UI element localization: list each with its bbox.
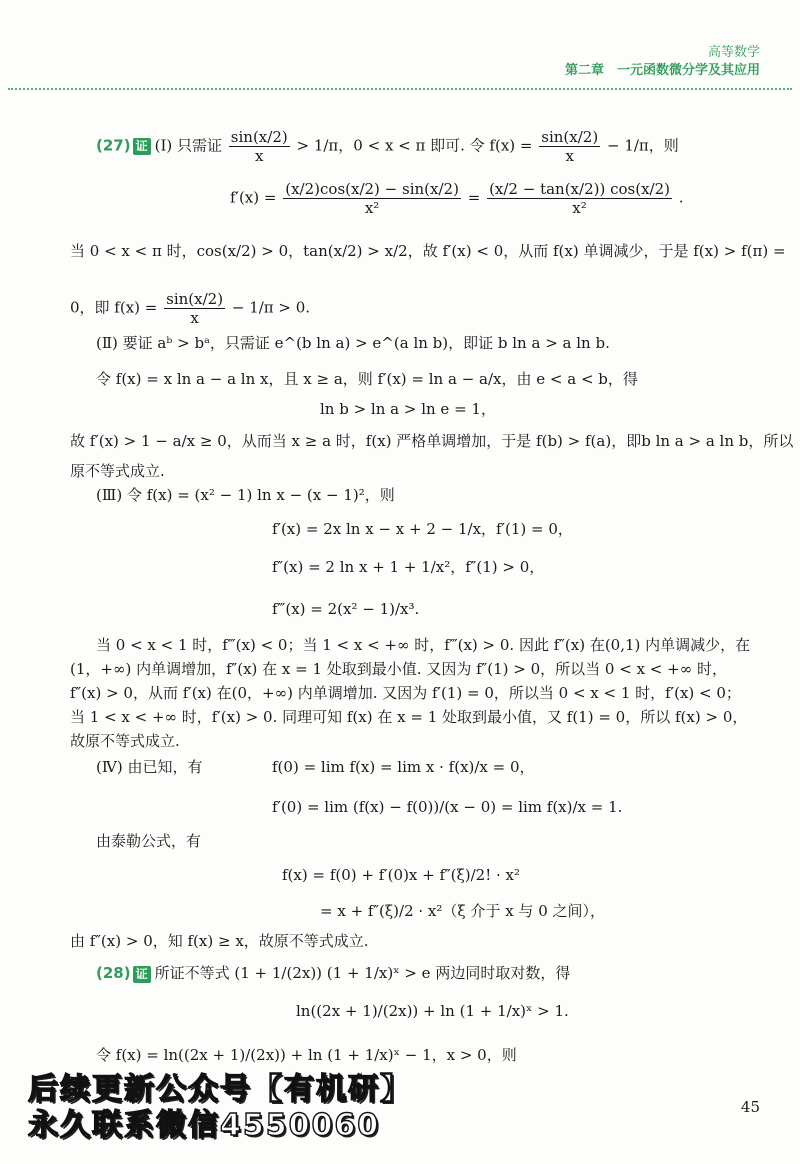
p27-line-16: f″(x) > 0，从而 f′(x) 在(0，+∞) 内单调增加. 又因为 f′(1) = 0，所以当 0 < x < 1 时，f′(x) < 0； (70, 684, 741, 702)
p27-line-20: f′(0) = lim (f(x) − f(0))/(x − 0) = lim f(x)/x = 1. (272, 798, 623, 816)
text: . (678, 188, 684, 207)
p27-line-11: f′(x) = 2x ln x − x + 2 − 1/x，f′(1) = 0， (272, 520, 573, 538)
p27-line-14: 当 0 < x < 1 时，f‴(x) < 0；当 1 < x < +∞ 时，f‴(x) > 0. 因此 f″(x) 在(0,1) 内单调减少，在 (96, 636, 751, 654)
p28-line-1 (96, 962, 570, 984)
book-title: 高等数学 (707, 45, 760, 60)
numerator: sin(x/2) (230, 128, 288, 146)
fraction (164, 290, 225, 327)
text: (Ⅰ) 只需证 (154, 136, 223, 155)
page-number: 45 (740, 1098, 760, 1116)
p27-line-8: 故 f′(x) > 1 − a/x ≥ 0，从而当 x ≥ a 时，f(x) 严格单调增加，于是 f(b) > f(a)，即b ln a > a ln b，所以 (70, 432, 794, 450)
proof-tag: 证 (133, 966, 151, 983)
numerator: sin(x/2) (541, 128, 599, 146)
p27-line-13: f‴(x) = 2(x² − 1)/x³. (272, 600, 420, 618)
proof-tag: 证 (133, 138, 151, 155)
running-header (565, 44, 760, 80)
p27-line-7: ln b > ln a > ln e = 1， (320, 400, 496, 418)
p27-line-17: 当 1 < x < +∞ 时，f′(x) > 0. 同理可知 f(x) 在 x = 1 处取到最小值，又 f(1) = 0，所以 f(x) > 0， (70, 708, 748, 726)
text: − 1/π，则 (606, 136, 679, 155)
p27-line-5: (Ⅱ) 要证 aᵇ > bᵃ，只需证 e^(b ln a) > e^(a ln b)，即证 b ln a > a ln b. (96, 334, 610, 352)
denominator: x (190, 309, 199, 327)
p27-line-22: f(x) = f(0) + f′(0)x + f″(ξ)/2! · x² (282, 866, 521, 884)
text: 所证不等式 (1 + 1/(2x)) (1 + 1/x)ˣ > e 两边同时取对数，得 (154, 964, 571, 982)
p27-line-10: (Ⅲ) 令 f(x) = (x² − 1) ln x − (x − 1)²，则 (96, 486, 395, 504)
text: > 1/π，0 < x < π 即可. 令 f(x) = (296, 136, 533, 155)
text: f′(x) = (230, 188, 277, 207)
p27-line-23: = x + f″(ξ)/2 · x²（ξ 介于 x 与 0 之间）， (320, 902, 606, 920)
p27-derivative (230, 180, 684, 217)
text: 0，即 f(x) = (70, 298, 158, 317)
p27-line-19: f(0) = lim f(x) = lim x · f(x)/x = 0， (272, 758, 535, 776)
problem-number: (28) (96, 964, 131, 982)
p28-line-3: 令 f(x) = ln((2x + 1)/(2x)) + ln (1 + 1/x)ˣ − 1，x > 0，则 (96, 1046, 517, 1064)
watermark-line-2: 永久联系微信4550060 (28, 1108, 381, 1143)
numerator: (x/2)cos(x/2) − sin(x/2) (285, 180, 459, 198)
p27-line-1 (96, 128, 679, 165)
p27-line-21: 由泰勒公式，有 (96, 832, 202, 850)
fraction (229, 128, 290, 165)
p27-line-6: 令 f(x) = x ln a − a ln x，且 x ≥ a，则 f′(x) = ln a − a/x，由 e < a < b，得 (96, 370, 638, 388)
chapter-title: 第二章 一元函数微分学及其应用 (564, 63, 760, 78)
numerator: sin(x/2) (166, 290, 224, 308)
fraction (283, 180, 461, 217)
watermark-line-1: 后续更新公众号【有机研】 (28, 1072, 412, 1107)
p27-line-9: 原不等式成立. (70, 462, 165, 480)
text: = (467, 188, 481, 207)
p27-line-3: 当 0 < x < π 时，cos(x/2) > 0，tan(x/2) > x/2，故 f′(x) < 0，从而 f(x) 单调减少，于是 f(x) > f(π) = (70, 242, 786, 260)
problem-number: (27) (96, 136, 131, 155)
p27-line-15: (1，+∞) 内单调增加，f″(x) 在 x = 1 处取到最小值. 又因为 f″(1) > 0，所以当 0 < x < +∞ 时， (70, 660, 727, 678)
fraction (487, 180, 672, 217)
p27-line-18: 故原不等式成立. (70, 732, 180, 750)
p27-line-4 (70, 290, 310, 327)
denominator: x² (572, 199, 587, 217)
p27-line-19-label: (Ⅳ) 由已知，有 (96, 758, 203, 776)
p27-line-12: f″(x) = 2 ln x + 1 + 1/x²，f″(1) > 0， (272, 558, 545, 576)
p28-line-2: ln((2x + 1)/(2x)) + ln (1 + 1/x)ˣ > 1. (296, 1002, 569, 1020)
denominator: x (565, 147, 574, 165)
numerator: (x/2 − tan(x/2)) cos(x/2) (489, 180, 670, 198)
header-divider (8, 88, 792, 90)
fraction (539, 128, 600, 165)
p27-line-24: 由 f″(x) > 0，知 f(x) ≥ x，故原不等式成立. (70, 932, 369, 950)
text: − 1/π > 0. (231, 298, 311, 317)
denominator: x (255, 147, 264, 165)
denominator: x² (364, 199, 380, 217)
